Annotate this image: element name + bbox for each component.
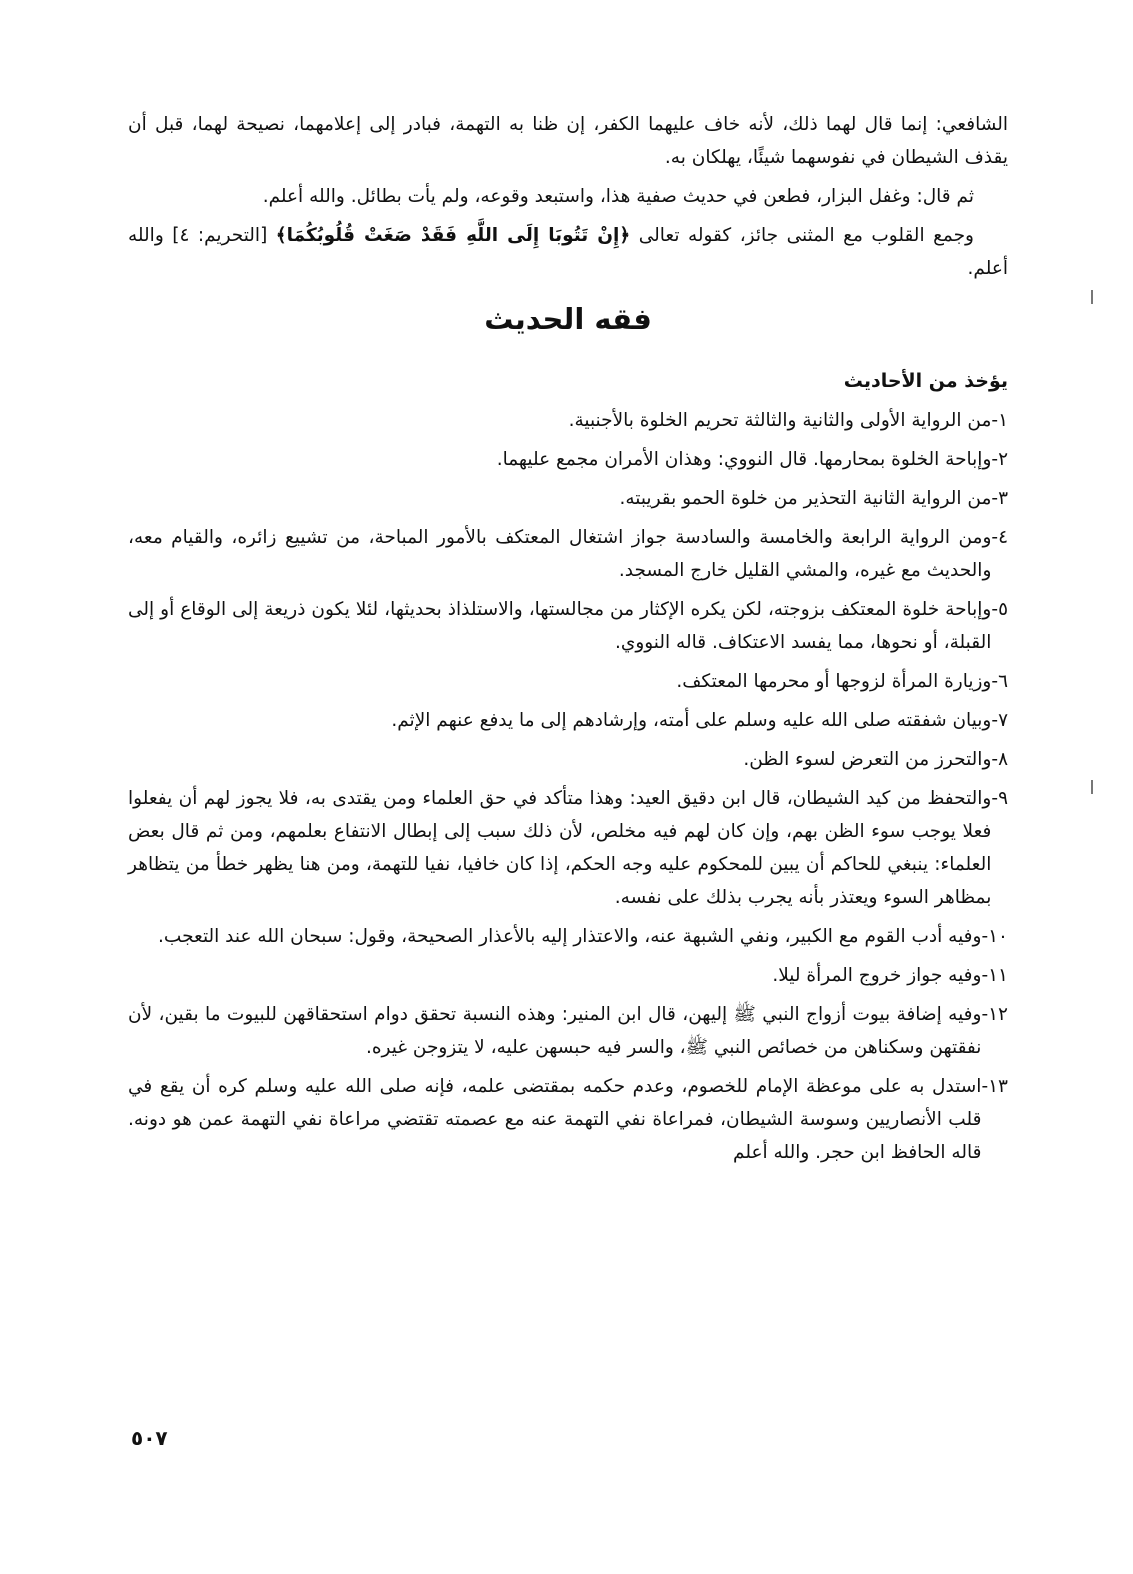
item-number: ١٣- xyxy=(981,1076,1008,1097)
item-text: استدل به على موعظة الإمام للخصوم، وعدم حكمه بمقتضى علمه، فإنه صلى الله عليه وسلم كره أن يقع في قلب الأنصاريين وسوسة الشيطان، فمراعاة نفي التهمة عنه مع عصمته تقتضي مراعاة نفي التهمة عمن هو دونه. قاله الحافظ ابن حجر. والله أعلم xyxy=(128,1076,982,1163)
list-item xyxy=(128,743,1008,776)
verse-reference: [التحريم: ٤] والله أعلم. xyxy=(128,225,1008,279)
item-text: وفيه إضافة بيوت أزواج النبي ﷺ إليهن، قال ابن المنير: وهذه النسبة تحقق دوام استحقاقهن للبيوت ما بقين، لأن نفقتهن وسكناهن من خصائص النبي ﷺ، والسر فيه حبسهن عليه، لا يتزوجن غيره. xyxy=(128,1004,982,1058)
item-text: من الرواية الأولى والثانية والثالثة تحريم الخلوة بالأجنبية. xyxy=(568,410,992,431)
list-item xyxy=(128,1070,1008,1169)
item-text: وفيه جواز خروج المرأة ليلا. xyxy=(772,965,982,986)
item-number: ٣- xyxy=(991,488,1008,509)
intro-paragraph-1: الشافعي: إنما قال لهما ذلك، لأنه خاف عليهما الكفر، إن ظنا به التهمة، فبادر إلى إعلامهما، نصيحة لهما، قبل أن يقذف الشيطان في نفوسهما شيئًا، يهلكان به. xyxy=(128,114,1008,168)
item-number: ٨- xyxy=(991,749,1008,770)
item-text: وبيان شفقته صلى الله عليه وسلم على أمته، وإرشادهم إلى ما يدفع عنهم الإثم. xyxy=(391,710,992,731)
list-item xyxy=(128,782,1008,914)
item-number: ١- xyxy=(991,410,1008,431)
item-number: ١٠- xyxy=(981,926,1008,947)
rulings-list xyxy=(128,404,1008,1169)
list-item xyxy=(128,920,1008,953)
item-text: وإباحة خلوة المعتكف بزوجته، لكن يكره الإكثار من مجالستها، والاستلذاذ بحديثها، لئلا يكون ذريعة إلى الوقاع أو إلى القبلة، أو نحوها، مما يفسد الاعتكاف. قاله النووي. xyxy=(128,599,992,653)
item-number: ٧- xyxy=(991,710,1008,731)
item-number: ٦- xyxy=(991,671,1008,692)
list-item xyxy=(128,998,1008,1064)
item-text: وفيه أدب القوم مع الكبير، ونفي الشبهة عنه، والاعتذار إليه بالأعذار الصحيحة، وقول: سبحان الله عند التعجب. xyxy=(158,926,982,947)
list-item xyxy=(128,665,1008,698)
item-text: وإباحة الخلوة بمحارمها. قال النووي: وهذان الأمران مجمع عليهما. xyxy=(496,449,992,470)
verse-intro-text: وجمع القلوب مع المثنى جائز، كقوله تعالى xyxy=(638,225,974,246)
item-number: ١٢- xyxy=(981,1004,1008,1025)
page-number: ٥٠٧ xyxy=(131,1426,168,1450)
item-text: ومن الرواية الرابعة والخامسة والسادسة جواز اشتغال المعتكف بالأمور المباحة، من تشييع زائره، والقيام معه، والحديث مع غيره، والمشي القليل خارج المسجد. xyxy=(128,527,992,581)
section-subtitle: يؤخذ من الأحاديث xyxy=(843,370,1008,392)
list-item xyxy=(128,482,1008,515)
list-item xyxy=(128,593,1008,659)
item-number: ١١- xyxy=(981,965,1008,986)
scan-margin-mark xyxy=(1091,290,1093,304)
list-item xyxy=(128,521,1008,587)
section-title: فقه الحديث xyxy=(484,302,652,336)
intro-paragraph-2: ثم قال: وغفل البزار، فطعن في حديث صفية هذا، واستبعد وقوعه، ولم يأت بطائل. والله أعلم. xyxy=(262,186,974,207)
item-number: ٤- xyxy=(991,527,1008,548)
item-text: من الرواية الثانية التحذير من خلوة الحمو بقريبته. xyxy=(619,488,992,509)
page-body xyxy=(128,108,1008,1175)
item-number: ٥- xyxy=(991,599,1008,620)
item-text: وزيارة المرأة لزوجها أو محرمها المعتكف. xyxy=(676,671,992,692)
item-number: ٩- xyxy=(991,788,1008,809)
list-item xyxy=(128,959,1008,992)
list-item xyxy=(128,404,1008,437)
list-item xyxy=(128,443,1008,476)
quran-verse: ﴿إِنْ تَتُوبَا إِلَى اللَّهِ فَقَدْ صَغَتْ قُلُوبُكُمَا﴾ xyxy=(275,225,631,246)
item-text: والتحرز من التعرض لسوء الظن. xyxy=(743,749,992,770)
scan-margin-mark xyxy=(1091,780,1093,794)
item-number: ٢- xyxy=(991,449,1008,470)
item-text: والتحفظ من كيد الشيطان، قال ابن دقيق العيد: وهذا متأكد في حق العلماء ومن يقتدى به، فلا يجوز لهم أن يفعلوا فعلا يوجب سوء الظن بهم، وإن كان لهم فيه مخلص، لأن ذلك سبب إلى إبطال الانتفاع بعلمهم، ومن ثم قال بعض العلماء: ينبغي للحاكم أن يبين للمحكوم عليه وجه الحكم، إذا كان خافيا، نفيا للتهمة، ومن هنا يظهر خطأ من يتظاهر بمظاهر السوء ويعتذر بأنه يجرب بذلك على نفسه. xyxy=(128,788,992,908)
list-item xyxy=(128,704,1008,737)
verse-paragraph xyxy=(128,219,1008,285)
